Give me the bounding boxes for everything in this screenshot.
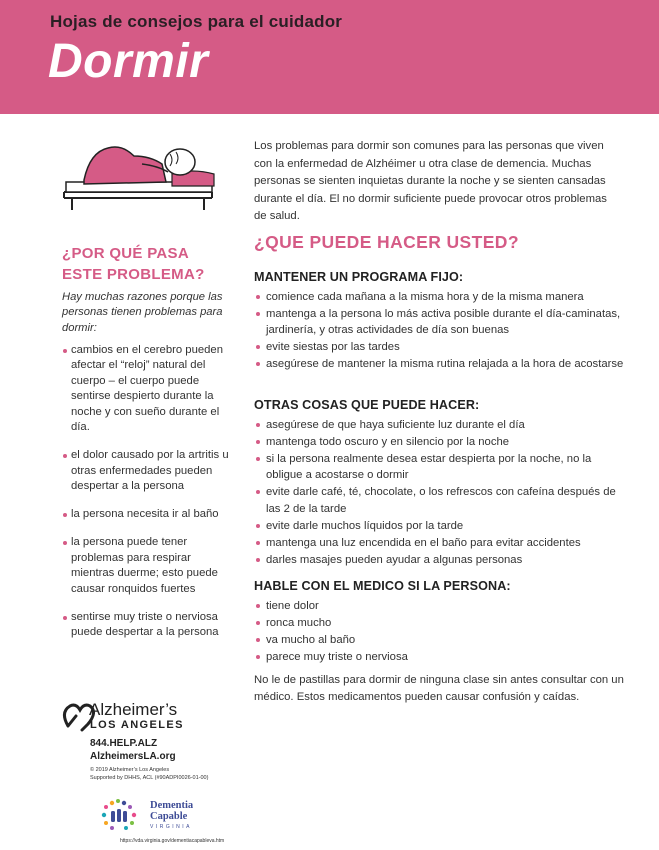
list-item: evite darle muchos líquidos por la tarde [254,518,629,534]
why-heading-line-1: ¿POR QUÉ PASA [62,245,189,262]
list-item: parece muy triste o nerviosa [254,649,629,665]
org-phone: 844.HELP.ALZ [90,738,158,749]
why-reasons-list [62,343,232,653]
list-item: ronca mucho [254,615,629,631]
sleeping-person-illustration [62,134,222,214]
list-item: la persona puede tener problemas para respirar mientras duerme; esto puede causar ronquidos fuertes [62,535,232,597]
closing-paragraph: No le de pastillas para dormir de ninguna clase sin antes consultar con un médico. Estos medicamentos pueden causar confusión y caídas. [254,674,624,703]
intro-paragraph: Los problemas para dormir son comunes para las personas que viven con la enfermedad de Alzhéimer u otra clase de demencia. Muchas personas se sienten inquietas durante la noche y se sienten cansadas durante el día. El no dormir suficiente puede provocar otros problemas de salud. [254,140,607,223]
org-name: Alzheimer’s [89,700,178,719]
list-item: evite darle café, té, chocolate, o los refrescos con cafeína después de las 2 de la tarde [254,484,629,517]
partner-name-line-2: Capable [150,811,188,823]
list-item: sentirse muy triste o nerviosa puede despertar a la persona [62,610,232,641]
partner-name-line-1: Dementia [150,800,194,811]
copyright-line: © 2019 Alzheimer’s Los Angeles [90,767,170,773]
partner-url[interactable]: https://vda.virginia.gov/dementiacapableva.htm [120,838,225,844]
why-heading-line-2: ESTE PROBLEMA? [62,266,205,283]
section-heading-doctor: HABLE CON EL MEDICO SI LA PERSONA: [254,579,511,593]
series-title: Hojas de consejos para el cuidador [50,12,343,31]
why-intro: Hay muchas razones porque las personas tienen problemas para dormir: [62,291,223,334]
list-item: mantenga todo oscuro y en silencio por la noche [254,434,629,450]
list-item: va mucho al baño [254,632,629,648]
list-item: mantenga una luz encendida en el baño para evitar accidentes [254,535,629,551]
org-website[interactable]: AlzheimersLA.org [90,750,176,762]
org-subname: LOS ANGELES [90,719,184,731]
page-title: Dormir [48,35,209,88]
what-heading: ¿QUE PUEDE HACER USTED? [254,232,519,252]
list-item: evite siestas por las tardes [254,339,629,355]
partner-name [150,800,193,822]
list-item: el dolor causado por la artritis u otras enfermedades pueden despertar a la persona [62,448,232,494]
list-item: cambios en el cerebro pueden afectar el “reloj” natural del cuerpo – el cuerpo puede sentirse despierto durante la noche y con sueño durante el día. [62,343,232,436]
doctor-list [254,598,629,666]
list-item: asegúrese de que haya suficiente luz durante el día [254,417,629,433]
copyright [90,766,208,783]
list-item: comience cada mañana a la misma hora y de la misma manera [254,289,629,305]
support-line: Supported by DHHS, ACL (#90ADPI0026-01-00) [90,775,209,782]
list-item: darles masajes pueden ayudar a algunas personas [254,552,629,568]
section-heading-other: OTRAS COSAS QUE PUEDE HACER: [254,398,480,412]
list-item: mantenga a la persona lo más activa posible durante el día-caminatas, jardinería, y otras actividades de día son buenas [254,306,629,339]
why-heading [62,243,232,285]
list-item: asegúrese de mantener la misma rutina relajada a la hora de acostarse [254,356,629,372]
header-banner [0,0,659,114]
list-item: la persona necesita ir al baño [62,507,232,522]
contact-info [90,738,176,763]
section-heading-routine: MANTENER UN PROGRAMA FIJO: [254,270,464,284]
other-tips-list [254,417,629,569]
list-item: tiene dolor [254,598,629,614]
partner-state: VIRGINIA [150,824,192,830]
list-item: si la persona realmente desea estar despierta por la noche, no la obligue a acostarse o dormir [254,451,629,484]
routine-list [254,289,629,373]
